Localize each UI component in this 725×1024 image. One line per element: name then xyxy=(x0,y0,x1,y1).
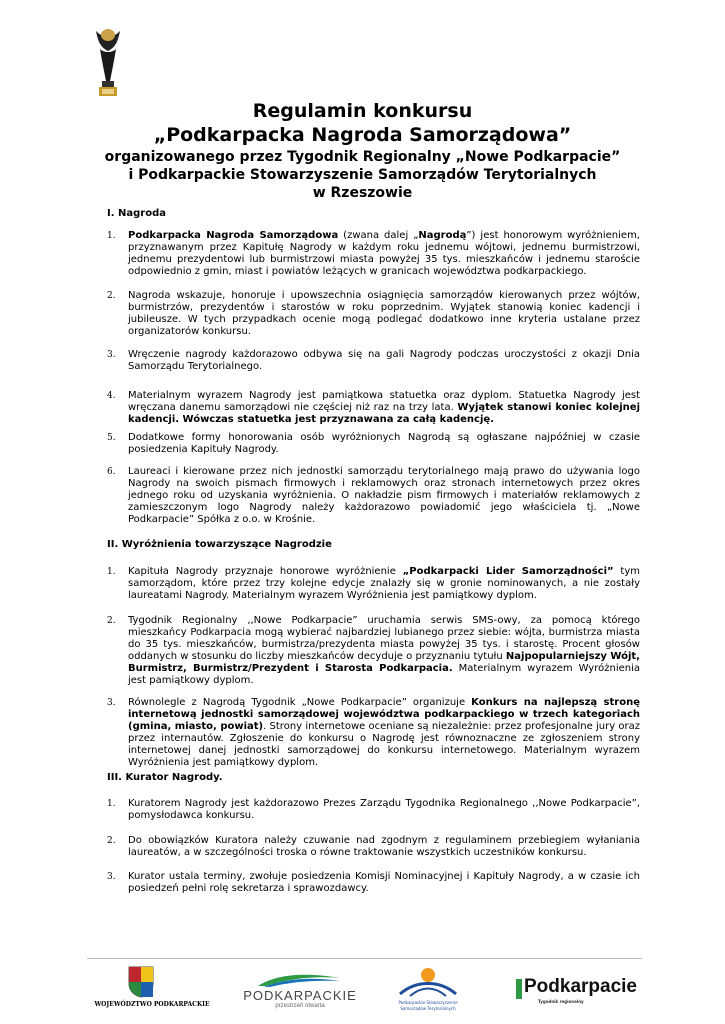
subtitle-line2: i Podkarpackie Stowarzyszenie Samorządów Terytorialnych xyxy=(128,167,597,183)
item-number: 1. xyxy=(107,799,116,809)
item-text: (zwana dalej „ xyxy=(338,230,419,241)
list-item xyxy=(107,230,640,278)
item-text: Dodatkowe formy honorowania osób wyróżnionych Nagrodą są ogłaszane najpóźniej w czasie posiedzenia Kapituły Nagrody. xyxy=(128,432,640,455)
item-number: 1. xyxy=(107,231,116,241)
logo-mark-icon xyxy=(516,979,522,999)
list-item xyxy=(107,871,640,895)
item-text: Nagroda wskazuje, honoruje i upowszechnia osiągnięcia samorządów kierowanych przez wójtów, burmistrzów, prezydentów i starostów w roku poprzednim. Wyjątek stanowią koniec kadencji i jubileusze. W tych przypadkach ocenie mogą podlegać dodatkowo inne kryteria ustalane przez organizatorów konkursu. xyxy=(128,290,640,337)
list-item xyxy=(107,615,640,687)
item-text: Wręczenie nagrody każdorazowo odbywa się na gali Nagrody podczas uroczystości z okazji Dnia Samorządu Terytorialnego. xyxy=(128,349,640,372)
item-text: Materialnym wyrazem Nagrody jest pamiątkowa statuetka oraz dyplom. Statuetka Nagrody jest wręczana danemu samorządowi nie częściej niż raz na trzy lata. xyxy=(128,390,640,413)
logo-title: PODKARPACKIE xyxy=(243,988,357,1003)
item-number: 2. xyxy=(107,291,116,301)
logo-subtitle: przestrzeń otwarta xyxy=(275,1003,325,1009)
item-number: 3. xyxy=(107,698,116,708)
section-heading: I. Nagroda xyxy=(107,208,166,219)
item-number: 6. xyxy=(107,467,116,477)
list-item xyxy=(107,390,640,426)
page-title-line1: Regulamin konkursu xyxy=(252,100,473,122)
subtitle-line1: organizowanego przez Tygodnik Regionalny „Nowe Podkarpacie” xyxy=(104,149,621,165)
item-bold: Wyjątek stanowi koniec kolejnej kadencji. Wówczas statuetka jest przyznawana za całą kadencję. xyxy=(128,402,641,425)
coat-of-arms-icon xyxy=(128,966,154,998)
logo-caption: WOJEWÓDZTWO PODKARPACKIE xyxy=(94,1001,210,1008)
footer-divider xyxy=(87,958,642,959)
list-item xyxy=(107,432,640,456)
item-bold: Konkurs na najlepszą stronę internetową jednostki samorządowej województwa podkarpackiego w trzech kategoriach (gmina, miasto, powiat) xyxy=(128,697,640,732)
list-item xyxy=(107,697,640,769)
logo-podkarpackie xyxy=(236,972,364,1014)
item-number: 4. xyxy=(107,391,116,401)
list-item xyxy=(107,349,640,373)
item-text: Laureaci i kierowane przez nich jednostki samorządu terytorialnego mają prawo do używania logo Nagrody na swoich pismach firmowych i reklamowych oraz stronach internetowych przez okres jednego roku od uzyskania wyróżnienia. O nakładzie pism firmowych i materiałów reklamowych z zamieszczonym logo Nagrody należy każdorazowo powiadomić jego właściciela tj. „Nowe Podkarpacie” Spółka z o.o. w Krośnie. xyxy=(128,466,640,525)
sun-icon xyxy=(396,966,460,998)
item-text: Równolegle z Nagrodą Tygodnik „Nowe Podkarpacie” organizuje xyxy=(128,697,472,708)
logo-wojewodztwo xyxy=(88,966,216,1012)
list-item xyxy=(107,566,640,602)
list-item xyxy=(107,290,640,338)
logo-stowarzyszenie xyxy=(393,966,463,1014)
logo-subtitle: Tygodnik regionalny xyxy=(538,999,584,1004)
item-bold: Najpopularniejszy Wójt, Burmistrz, Burmistrz/Prezydent i Starosta Podkarpacia. xyxy=(128,651,640,674)
section-heading: III. Kurator Nagrody. xyxy=(107,772,223,783)
item-text: Materialnym wyrazem Wyróżnienia jest pamiątkowy dyplom. xyxy=(128,663,640,686)
item-text: ”) jest honorowym wyróżnieniem, przyznawanym przez Kapitułę Nagrody w każdym roku jednemu wójtowi, jednemu burmistrzowi, jednemu prezydentowi lub burmistrzowi miasta powyżej 35 tys. mieszkańców i jednemu staroście odpowiednio z gmin, miast i powiatów leżących w granicach województwa podkarpackiego. xyxy=(128,230,640,277)
item-text: Kuratorem Nagrody jest każdorazowo Prezes Zarządu Tygodnika Regionalnego ,,Nowe Podkarpacie”, pomysłodawca konkursu. xyxy=(128,798,640,821)
item-text: tym samorządom, które przez trzy kolejne edycje znalazły się w gronie nominowanych, a nie zostały laureatami Nagrody. Materialnym wyrazem Wyróżnienia jest pamiątkowy dyplom. xyxy=(128,566,640,601)
item-bold: Nagrodą xyxy=(418,230,467,241)
item-number: 5. xyxy=(107,433,116,443)
item-bold: „Podkarpacki Lider Samorządności” xyxy=(402,566,614,577)
item-text: Kapituła Nagrody przyznaje honorowe wyróżnienie xyxy=(128,566,403,577)
list-item xyxy=(107,798,640,822)
trophy-icon xyxy=(88,25,128,99)
section-heading: II. Wyróżnienia towarzyszące Nagrodzie xyxy=(107,539,332,550)
logo-title: Podkarpacie xyxy=(524,976,637,997)
item-number: 2. xyxy=(107,616,116,626)
item-bold: Podkarpacka Nagroda Samorządowa xyxy=(128,230,339,241)
page-title-line2: „Podkarpacka Nagroda Samorządowa” xyxy=(153,124,572,146)
list-item xyxy=(107,835,640,859)
swoosh-icon xyxy=(256,972,342,988)
logo-caption-line2: Samorządów Terytorialnych xyxy=(400,1006,456,1011)
item-text: Tygodnik Regionalny ,,Nowe Podkarpacie” uruchamia serwis SMS-owy, za pomocą którego mieszkańcy Podkarpacia mogą wybierać najbardziej lubianego przez siebie: wójta, burmistrza miasta do 35 tys. mieszkańców, burmistrza/prezydenta miasta powyżej 35 tys. i starostę. Procent głosów oddanych w stosunku do liczby mieszkańców decyduje o przyznaniu tytułu xyxy=(128,615,640,662)
item-number: 1. xyxy=(107,567,116,577)
list-item xyxy=(107,466,640,526)
item-number: 3. xyxy=(107,872,116,882)
item-number: 2. xyxy=(107,836,116,846)
item-text: . Strony internetowe oceniane są niezależnie: przez profesjonalne jury oraz przez internautów. Zgłoszenie do konkursu o Nagrodę jest równoznaczne ze zgłoszeniem strony internetowej danej jednostki samorządowej do konkursu internetowego. Materialnym wyrazem Wyróżnienia jest pamiątkowy dyplom. xyxy=(128,721,641,768)
item-number: 3. xyxy=(107,350,116,360)
logo-nowe-podkarpacie xyxy=(516,976,640,1008)
subtitle-line3: w Rzeszowie xyxy=(312,185,413,201)
logo-caption-line1: Podkarpackie Stowarzyszenie xyxy=(398,1000,458,1005)
item-text: Do obowiązków Kuratora należy czuwanie nad zgodnym z regulaminem przebiegiem wyłaniania laureatów, a w szczególności troska o równe traktowanie wszystkich uczestników konkursu. xyxy=(128,835,640,858)
item-text: Kurator ustala terminy, zwołuje posiedzenia Komisji Nominacyjnej i Kapituły Nagrody, a w czasie ich posiedzeń pełni rolę sekretarza i sprawozdawcy. xyxy=(128,871,640,894)
